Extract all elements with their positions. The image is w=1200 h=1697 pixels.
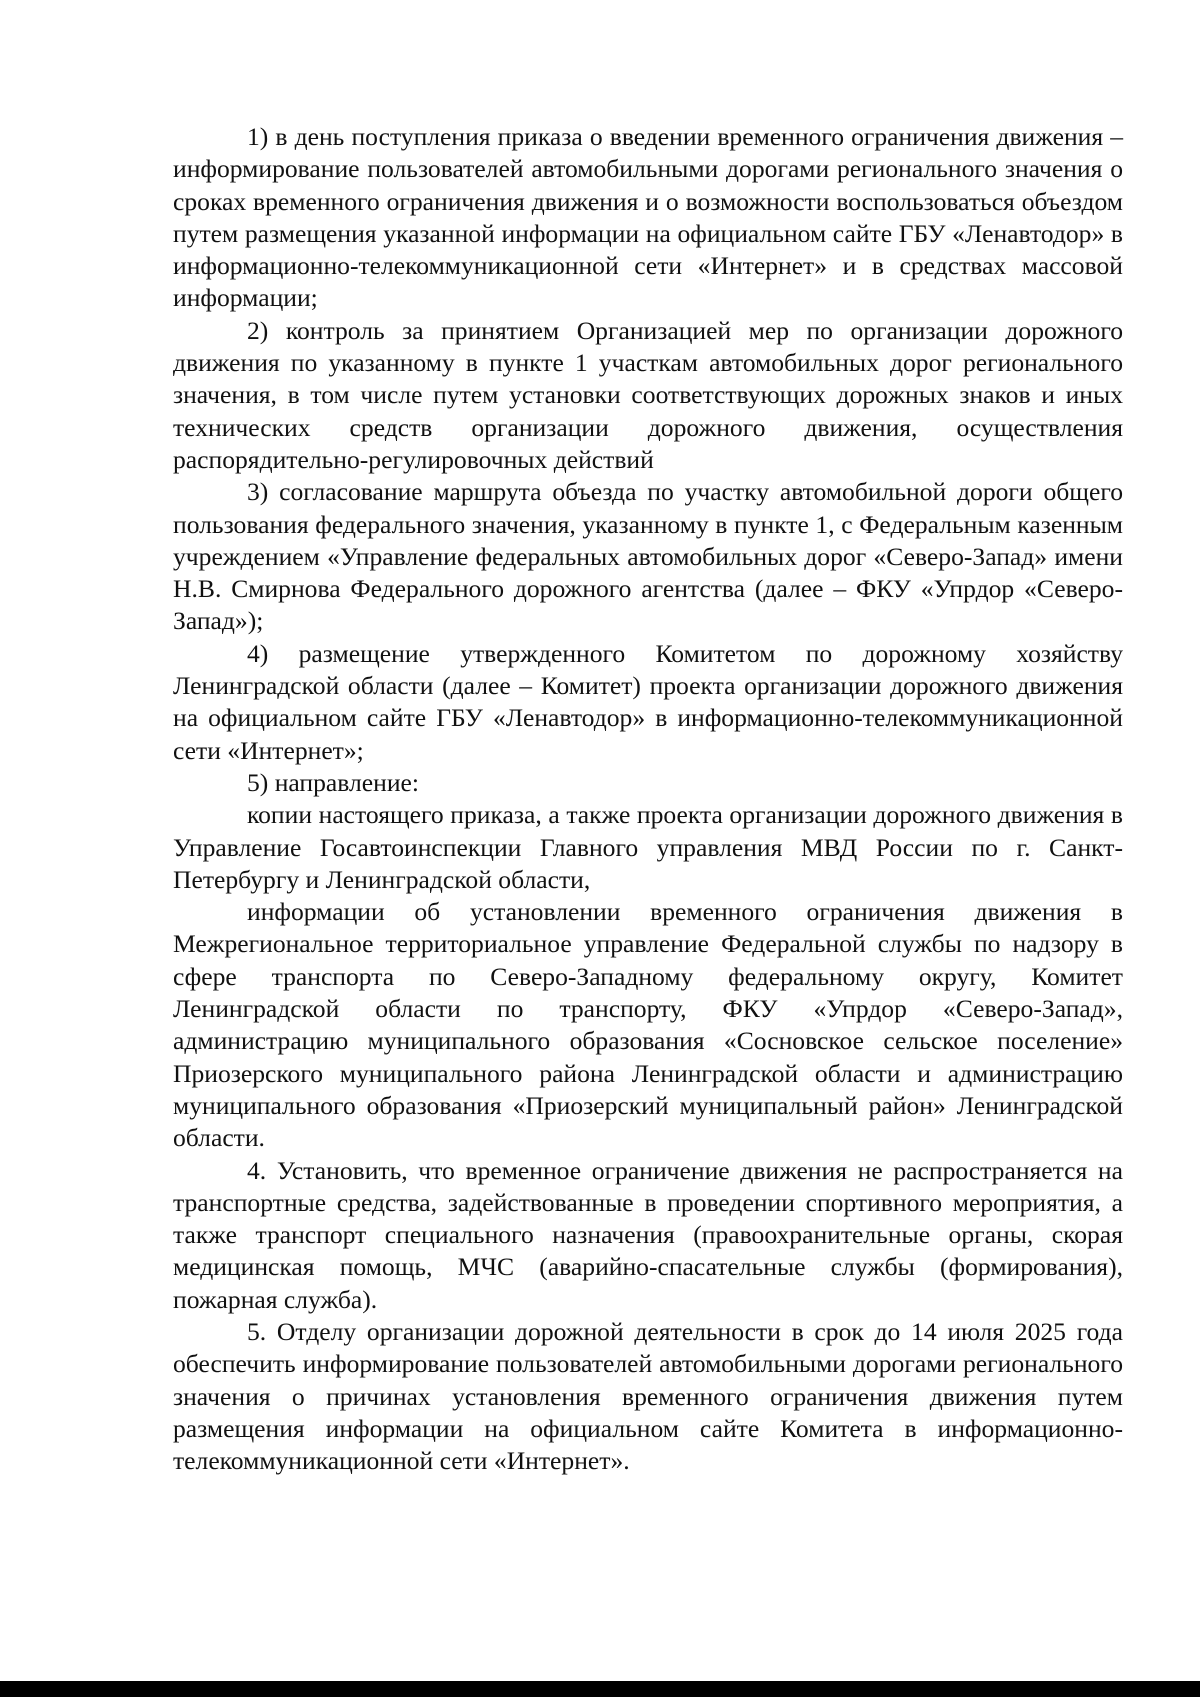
paragraph-item-3-route-approval: 3) согласование маршрута объезда по участку автомобильной дороги общего пользования федерального значения, указанному в пункте 1, с Федеральным казенным учреждением «Управление федеральных автомобильных дорог «Северо-Запад» имени Н.В. Смирнова Федерального дорожного агентства (далее – ФКУ «Упрдор «Северо-Запад»); xyxy=(173,477,1123,636)
paragraph-information: информации об установлении временного ограничения движения в Межрегиональное территориальное управление Федеральной службы по надзору в сфере транспорта по Северо-Западному федеральному округу, Комитет Ленинградской области по транспорту, ФКУ «Упрдор «Северо-Запад», администрацию муниципального образования «Сосновское сельское поселение» Приозерского муниципального района Ленинградской области и администрацию муниципального образования «Приозерский муниципальный район» Ленинградской области. xyxy=(173,897,1123,1153)
paragraph-copies: копии настоящего приказа, а также проекта организации дорожного движения в Управление Госавтоинспекции Главного управления МВД России по г. Санкт-Петербургу и Ленинградской области, xyxy=(173,800,1123,894)
document-body xyxy=(173,121,1123,1477)
paragraph-section-4: 4. Установить, что временное ограничение движения не распространяется на транспортные средства, задействованные в проведении спортивного мероприятия, а также транспорт специального назначения (правоохранительные органы, скорая медицинская помощь, МЧС (аварийно-спасательные службы (формирования), пожарная служба). xyxy=(173,1155,1123,1314)
paragraph-item-4-publication: 4) размещение утвержденного Комитетом по дорожному хозяйству Ленинградской области (далее – Комитет) проекта организации дорожного движения на официальном сайте ГБУ «Ленавтодор» в информационно-телекоммуникационной сети «Интернет»; xyxy=(173,638,1123,765)
paragraph-section-5: 5. Отделу организации дорожной деятельности в срок до 14 июля 2025 года обеспечить информирование пользователей автомобильными дорогами регионального значения о причинах установления временного ограничения движения путем размещения информации на официальном сайте Комитета в информационно-телекоммуникационной сети «Интернет». xyxy=(173,1316,1123,1476)
paragraph-item-5-direction: 5) направление: xyxy=(247,767,420,797)
scan-bottom-border xyxy=(0,1681,1200,1697)
paragraph-item-2-control: 2) контроль за принятием Организацией мер по организации дорожного движения по указанному в пункте 1 участкам автомобильных дорог регионального значения, в том числе путем установки соответствующих дорожных знаков и иных технических средств организации дорожного движения, осуществления распорядительно-регулировочных действий xyxy=(173,315,1123,474)
paragraph-item-1-informing: 1) в день поступления приказа о введении временного ограничения движения – информирование пользователей автомобильными дорогами регионального значения о сроках временного ограничения движения и о возможности воспользоваться объездом путем размещения указанной информации на официальном сайте ГБУ «Ленавтодор» в информационно-телекоммуникационной сети «Интернет» и в средствах массовой информации; xyxy=(173,122,1123,313)
